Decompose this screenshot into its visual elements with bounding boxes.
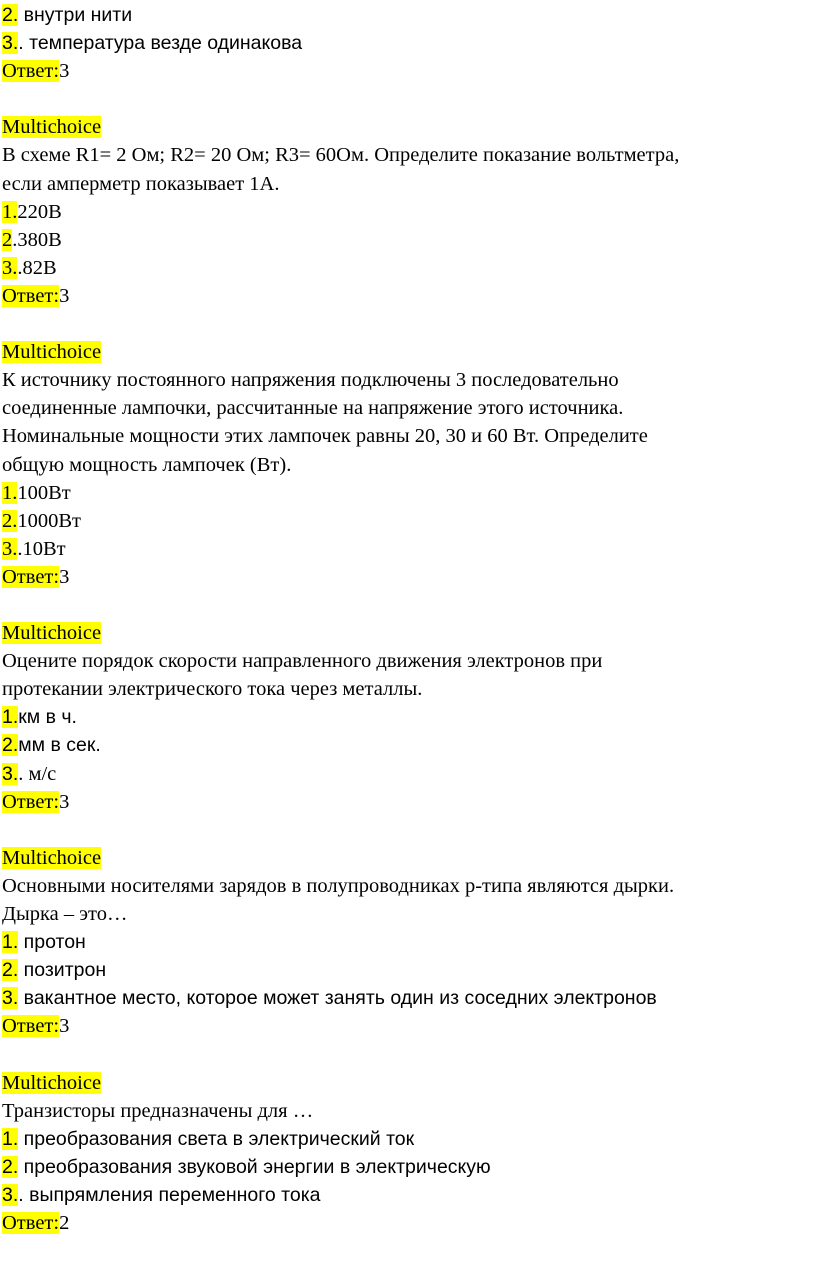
answer-value: 3 [59,790,70,813]
question-type-label: Multichoice [2,1071,102,1094]
question-type-label: Multichoice [2,622,102,645]
option-number: 1. [2,481,18,504]
option-text: . выпрямления переменного тока [18,1183,321,1206]
question-type-label: Multichoice [2,116,102,139]
option-line [2,1181,814,1209]
option-line [2,29,814,57]
option-number: 1. [2,1127,19,1150]
answer-label: Ответ: [2,60,60,83]
option-text: позитрон [18,959,107,982]
answer-line [2,563,814,591]
option-line [2,1,814,29]
answer-label: Ответ: [2,790,60,813]
answer-label: Ответ: [2,1212,60,1235]
option-line [2,198,814,226]
option-number: 3. [2,32,19,55]
answer-value: 2 [59,1212,70,1235]
question-text-line: Номинальные мощности этих лампочек равны 20, 30 и 60 Вт. Определите [2,425,648,448]
answer-label: Ответ: [2,565,60,588]
option-text: . м/с [18,762,57,785]
option-text: .82В [17,256,57,279]
answer-value: 3 [59,1015,70,1038]
option-number: 1. [2,931,19,954]
question-type-line [2,338,814,366]
option-text: преобразования света в электрический ток [18,1127,415,1150]
question-type-line [2,619,814,647]
answer-value: 3 [59,60,70,83]
option-text: преобразования звуковой энергии в электрическую [18,1155,491,1178]
question-text-line: протекании электрического тока через металлы. [2,678,423,701]
option-line [2,731,814,759]
answer-line [2,57,814,85]
option-line [2,1125,814,1153]
option-number: 2. [2,959,19,982]
option-number: 2. [2,1155,19,1178]
option-line [2,703,814,731]
option-number: 2 [2,228,13,251]
question-type-line [2,1069,814,1097]
answer-line [2,282,814,310]
option-number: 3. [2,987,19,1010]
option-text: протон [18,931,86,954]
option-line [2,226,814,254]
spacer [2,816,814,844]
option-line [2,1153,814,1181]
document-page [2,1,814,1237]
answer-label: Ответ: [2,1015,60,1038]
question-text-line: Транзисторы предназначены для … [2,1099,314,1122]
option-text: внутри нити [18,4,133,26]
option-text: .380В [12,228,62,251]
answer-value: 3 [59,284,70,307]
option-number: 2. [2,509,18,532]
option-line [2,760,814,788]
option-text: вакантное место, которое может занять один из соседних электронов [18,987,657,1010]
question-text-line: общую мощность лампочек (Вт). [2,453,292,476]
option-text: мм в сек. [18,734,101,757]
question-type-label: Multichoice [2,341,102,364]
option-number: 1. [2,200,18,223]
option-number: 1. [2,706,19,729]
spacer [2,85,814,113]
option-number: 3. [2,256,18,279]
option-number: 2. [2,4,19,26]
spacer [2,310,814,338]
question-text-line: К источнику постоянного напряжения подключены 3 последовательно [2,369,619,392]
question-type-label: Multichoice [2,846,102,869]
option-line [2,928,814,956]
answer-label: Ответ: [2,284,60,307]
option-line [2,254,814,282]
option-line [2,535,814,563]
question-type-line [2,844,814,872]
option-number: 3. [2,762,19,785]
option-line [2,507,814,535]
option-number: 3. [2,537,18,560]
question-type-line [2,113,814,141]
answer-line [2,1012,814,1040]
option-number: 2. [2,734,19,757]
spacer [2,1040,814,1068]
option-text: 100Вт [17,481,71,504]
option-text: .10Вт [17,537,66,560]
option-text: 220В [17,200,62,223]
question-text-line: Оцените порядок скорости направленного движения электронов при [2,650,603,673]
option-text: . температура везде одинакова [18,32,303,55]
question-text-line: соединенные лампочки, рассчитанные на напряжение этого источника. [2,397,624,420]
question-text-line: Основными носителями зарядов в полупроводниках р-типа являются дырки. [2,874,675,897]
question-text-line: В схеме R1= 2 Ом; R2= 20 Ом; R3= 60Ом. Определите показание вольтметра, [2,144,680,167]
question-text-line: если амперметр показывает 1А. [2,172,280,195]
option-number: 3. [2,1183,19,1206]
question-text-line: Дырка – это… [2,903,128,925]
answer-value: 3 [59,565,70,588]
option-line [2,956,814,984]
answer-line [2,788,814,816]
option-text: км в ч. [18,706,77,729]
answer-line [2,1209,814,1237]
option-line [2,479,814,507]
option-text: 1000Вт [17,509,82,532]
option-line [2,984,814,1012]
spacer [2,591,814,619]
